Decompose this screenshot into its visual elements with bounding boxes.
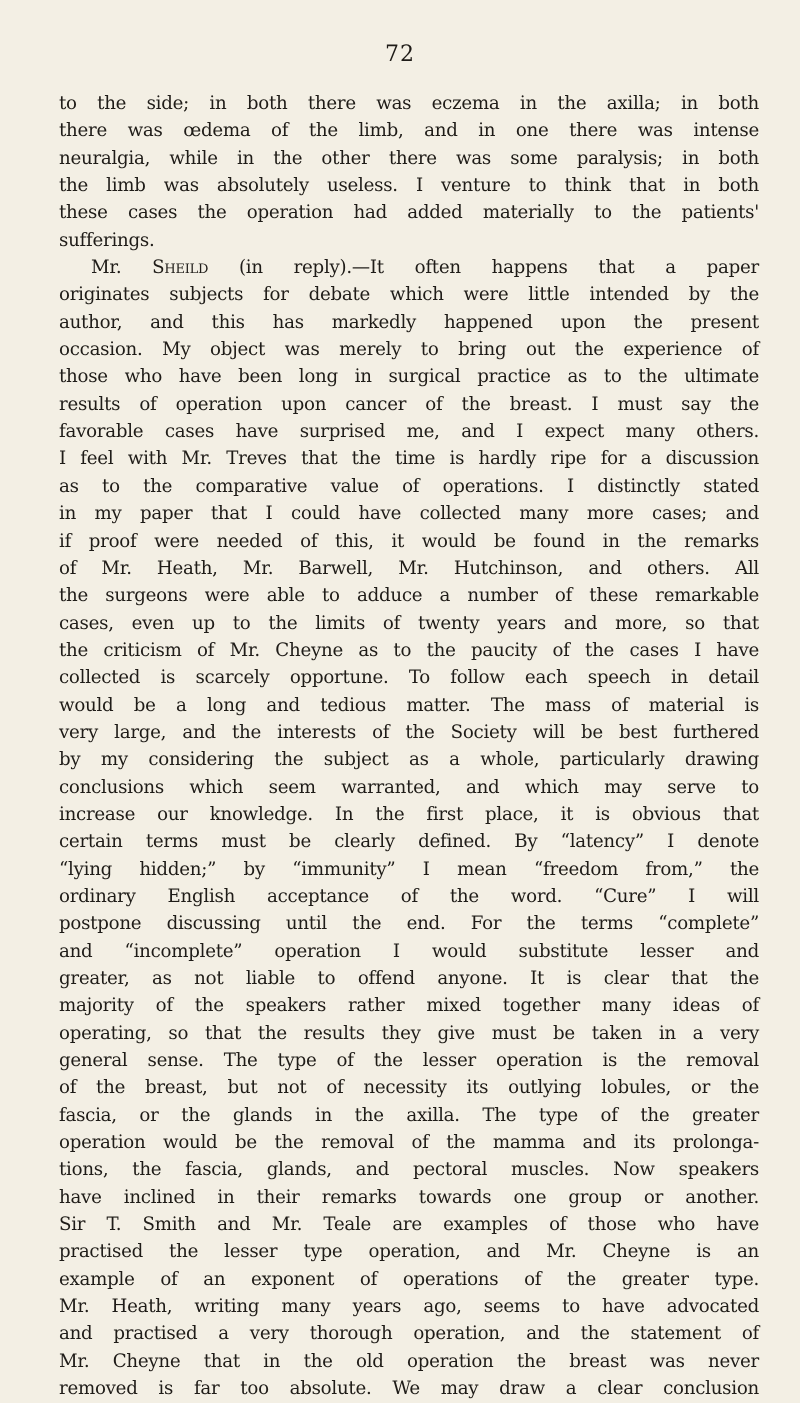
text-line: those who have been long in surgical practice as to the ultimate <box>59 366 759 388</box>
text-line: postpone discussing until the end. For the terms “complete” <box>59 913 759 935</box>
text-line: as to the comparative value of operations. I distinctly stated <box>59 475 759 497</box>
text-line: of the breast, but not of necessity its outlying lobules, or the <box>59 1077 759 1099</box>
text-line: Sir T. Smith and Mr. Teale are examples of those who have <box>59 1214 759 1236</box>
text-line: operation would be the removal of the mamma and its prolonga- <box>59 1132 759 1154</box>
text-line: collected is scarcely opportune. To follow each speech in detail <box>59 667 759 689</box>
text-line: and practised a very thorough operation, and the statement of <box>59 1323 759 1345</box>
text-line: example of an exponent of operations of the greater type. <box>59 1268 759 1290</box>
text-line: if proof were needed of this, it would be found in the remarks <box>59 530 759 552</box>
text-line: certain terms must be clearly defined. By “latency” I denote <box>59 831 759 853</box>
text-line: these cases the operation had added materially to the patients' <box>59 202 759 224</box>
text-line: have inclined in their remarks towards one group or another. <box>59 1186 759 1208</box>
text-line: would be a long and tedious matter. The mass of material is <box>59 694 759 716</box>
text-line: sufferings. <box>59 229 155 251</box>
text-line: I feel with Mr. Treves that the time is hardly ripe for a discussion <box>59 448 759 470</box>
text-line: increase our knowledge. In the first place, it is obvious that <box>59 803 759 825</box>
paragraph-start-line <box>59 254 759 281</box>
text-line: (in reply).—It often happens that a paper <box>238 257 759 279</box>
text-line: fascia, or the glands in the axilla. The type of the greater <box>59 1104 759 1126</box>
text-line: originates subjects for debate which were little intended by the <box>59 284 759 306</box>
text-line: and “incomplete” operation I would substitute lesser and <box>59 940 759 962</box>
text-line: the limb was absolutely useless. I venture to think that in both <box>59 175 759 197</box>
text-line: removed is far too absolute. We may draw a clear conclusion <box>59 1378 759 1400</box>
body-text <box>59 90 759 1403</box>
text-line: majority of the speakers rather mixed together many ideas of <box>59 995 759 1017</box>
text-line: “lying hidden;” by “immunity” I mean “freedom from,” the <box>59 858 759 880</box>
text-line: there was œdema of the limb, and in one there was intense <box>59 120 759 142</box>
text-line: tions, the fascia, glands, and pectoral muscles. Now speakers <box>59 1159 759 1181</box>
speaker-title: Mr. <box>91 257 122 279</box>
text-line: operating, so that the results they give must be taken in a very <box>59 1022 759 1044</box>
text-line: occasion. My object was merely to bring out the experience of <box>59 339 759 361</box>
text-line: author, and this has markedly happened upon the present <box>59 311 759 333</box>
text-line: general sense. The type of the lesser operation is the removal <box>59 1050 759 1072</box>
text-line: favorable cases have surprised me, and I expect many others. <box>59 421 759 443</box>
text-line: neuralgia, while in the other there was some paralysis; in both <box>59 147 759 169</box>
page-number: 72 <box>385 42 415 67</box>
text-line: of Mr. Heath, Mr. Barwell, Mr. Hutchinson, and others. All <box>59 557 759 579</box>
text-line: to the side; in both there was eczema in the axilla; in both <box>59 93 759 114</box>
text-line: practised the lesser type operation, and Mr. Cheyne is an <box>59 1241 759 1263</box>
speaker-name: Sheild <box>152 257 209 279</box>
text-line: Mr. Heath, writing many years ago, seems to have advocated <box>59 1296 759 1318</box>
text-line: conclusions which seem warranted, and which may serve to <box>59 776 759 798</box>
text-line: Mr. Cheyne that in the old operation the breast was never <box>59 1350 759 1372</box>
text-line: ordinary English acceptance of the word. “Cure” I will <box>59 885 759 907</box>
text-line: cases, even up to the limits of twenty years and more, so that <box>59 612 759 634</box>
text-line: the surgeons were able to adduce a number of these remarkable <box>59 585 759 607</box>
text-line: by my considering the subject as a whole, particularly drawing <box>59 749 759 771</box>
text-line: greater, as not liable to offend anyone. It is clear that the <box>59 968 759 989</box>
text-line: results of operation upon cancer of the breast. I must say the <box>59 393 759 415</box>
text-line: very large, and the interests of the Society will be best furthered <box>59 721 759 743</box>
text-line: in my paper that I could have collected many more cases; and <box>59 503 759 525</box>
text-line: the criticism of Mr. Cheyne as to the paucity of the cases I have <box>59 639 759 661</box>
